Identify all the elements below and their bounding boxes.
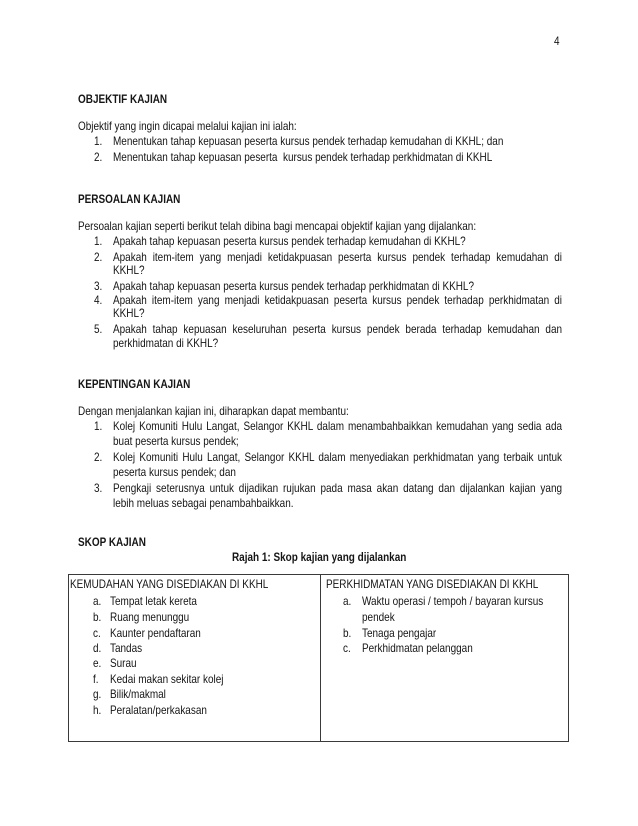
list-item-text: Menentukan tahap kepuasan peserta kursus pendek terhadap kemudahan di KKHL; dan: [113, 134, 504, 148]
figure-caption: Rajah 1: Skop kajian yang dijalankan: [231, 550, 407, 564]
table-item-letter: f.: [93, 672, 99, 686]
list-number: 2.: [94, 250, 103, 264]
table-item-text: Tempat letak kereta: [110, 594, 197, 608]
table-item-letter: h.: [93, 703, 102, 717]
section-intro: Dengan menjalankan kajian ini, diharapkan dapat membantu:: [78, 404, 349, 418]
table-item-letter: a.: [93, 594, 102, 608]
list-item-text: buat peserta kursus pendek;: [113, 434, 239, 448]
table-item-text: Kedai makan sekitar kolej: [110, 672, 224, 686]
list-item-text: peserta kursus pendek; dan: [113, 465, 236, 479]
table-item-letter: e.: [93, 656, 102, 670]
table-item-text: pendek: [362, 610, 395, 624]
table-item-text: Peralatan/perkakasan: [110, 703, 207, 717]
table-item-text: Surau: [110, 656, 137, 670]
list-number: 3.: [94, 279, 103, 293]
list-item-text: Apakah tahap kepuasan peserta kursus pendek terhadap kemudahan di KKHL?: [113, 234, 466, 248]
list-item-text: lebih meluas sebagai penambahbaikkan.: [113, 496, 294, 510]
table-item-text: Tandas: [110, 641, 143, 655]
page-number: 4: [554, 34, 560, 48]
table-item-text: Perkhidmatan pelanggan: [362, 641, 473, 655]
section-intro: Objektif yang ingin dicapai melalui kajian ini ialah:: [78, 119, 297, 133]
table-item-text: Kaunter pendaftaran: [110, 626, 201, 640]
list-number: 1.: [94, 234, 103, 248]
section-intro: Persoalan kajian seperti berikut telah dibina bagi mencapai objektif kajian yang dijalankan:: [78, 219, 477, 233]
table-item-letter: b.: [343, 626, 352, 640]
table-item-letter: d.: [93, 641, 102, 655]
table-item-letter: c.: [343, 641, 351, 655]
list-item-text: KKHL?: [113, 306, 145, 320]
table-item-text: Bilik/makmal: [110, 687, 166, 701]
section-heading: PERSOALAN KAJIAN: [78, 192, 181, 206]
list-number: 2.: [94, 150, 103, 164]
list-number: 3.: [94, 481, 103, 495]
list-number: 1.: [94, 419, 103, 433]
list-item-text: KKHL?: [113, 263, 145, 277]
list-item-text: Apakah tahap kepuasan peserta kursus pendek terhadap perkhidmatan di KKHL?: [113, 279, 475, 293]
list-item-text: Menentukan tahap kepuasan peserta kursus pendek terhadap perkhidmatan di KKHL: [113, 150, 493, 164]
list-item-text: Apakah item-item yang menjadi ketidakpuasan peserta kursus pendek terhadap kemudahan di: [113, 250, 563, 264]
section-heading: KEPENTINGAN KAJIAN: [78, 377, 191, 391]
table-item-text: Tenaga pengajar: [362, 626, 437, 640]
list-item-text: Kolej Komuniti Hulu Langat, Selangor KKHL dalam menambahbaikkan kemudahan yang sedia ada: [113, 419, 563, 433]
list-number: 4.: [94, 293, 103, 307]
list-number: 5.: [94, 322, 103, 336]
table-item-letter: a.: [343, 594, 352, 608]
table-column-divider: [320, 574, 321, 742]
list-number: 1.: [94, 134, 103, 148]
section-heading: OBJEKTIF KAJIAN: [78, 92, 168, 106]
list-item-text: Apakah item-item yang menjadi ketidakpuasan peserta kursus pendek terhadap perkhidmatan di: [113, 293, 563, 307]
list-number: 2.: [94, 450, 103, 464]
table-item-letter: c.: [93, 626, 101, 640]
list-item-text: Apakah tahap kepuasan keseluruhan peserta kursus pendek berada terhadap kemudahan dan: [113, 322, 563, 336]
list-item-text: Pengkaji seterusnya untuk dijadikan rujukan pada masa akan datang dan dijalankan kajian yang: [113, 481, 563, 495]
table-header-kemudahan: KEMUDAHAN YANG DISEDIAKAN DI KKHL: [70, 577, 269, 591]
list-item-text: perkhidmatan di KKHL?: [113, 336, 219, 350]
table-header-perkhidmatan: PERKHIDMATAN YANG DISEDIAKAN DI KKHL: [326, 577, 539, 591]
table-item-text: Ruang menunggu: [110, 610, 190, 624]
section-heading: SKOP KAJIAN: [78, 535, 146, 549]
list-item-text: Kolej Komuniti Hulu Langat, Selangor KKHL dalam menyediakan perkhidmatan yang terbaik untuk: [113, 450, 563, 464]
table-item-letter: b.: [93, 610, 102, 624]
table-item-letter: g.: [93, 687, 102, 701]
table-item-text: Waktu operasi / tempoh / bayaran kursus: [362, 594, 544, 608]
